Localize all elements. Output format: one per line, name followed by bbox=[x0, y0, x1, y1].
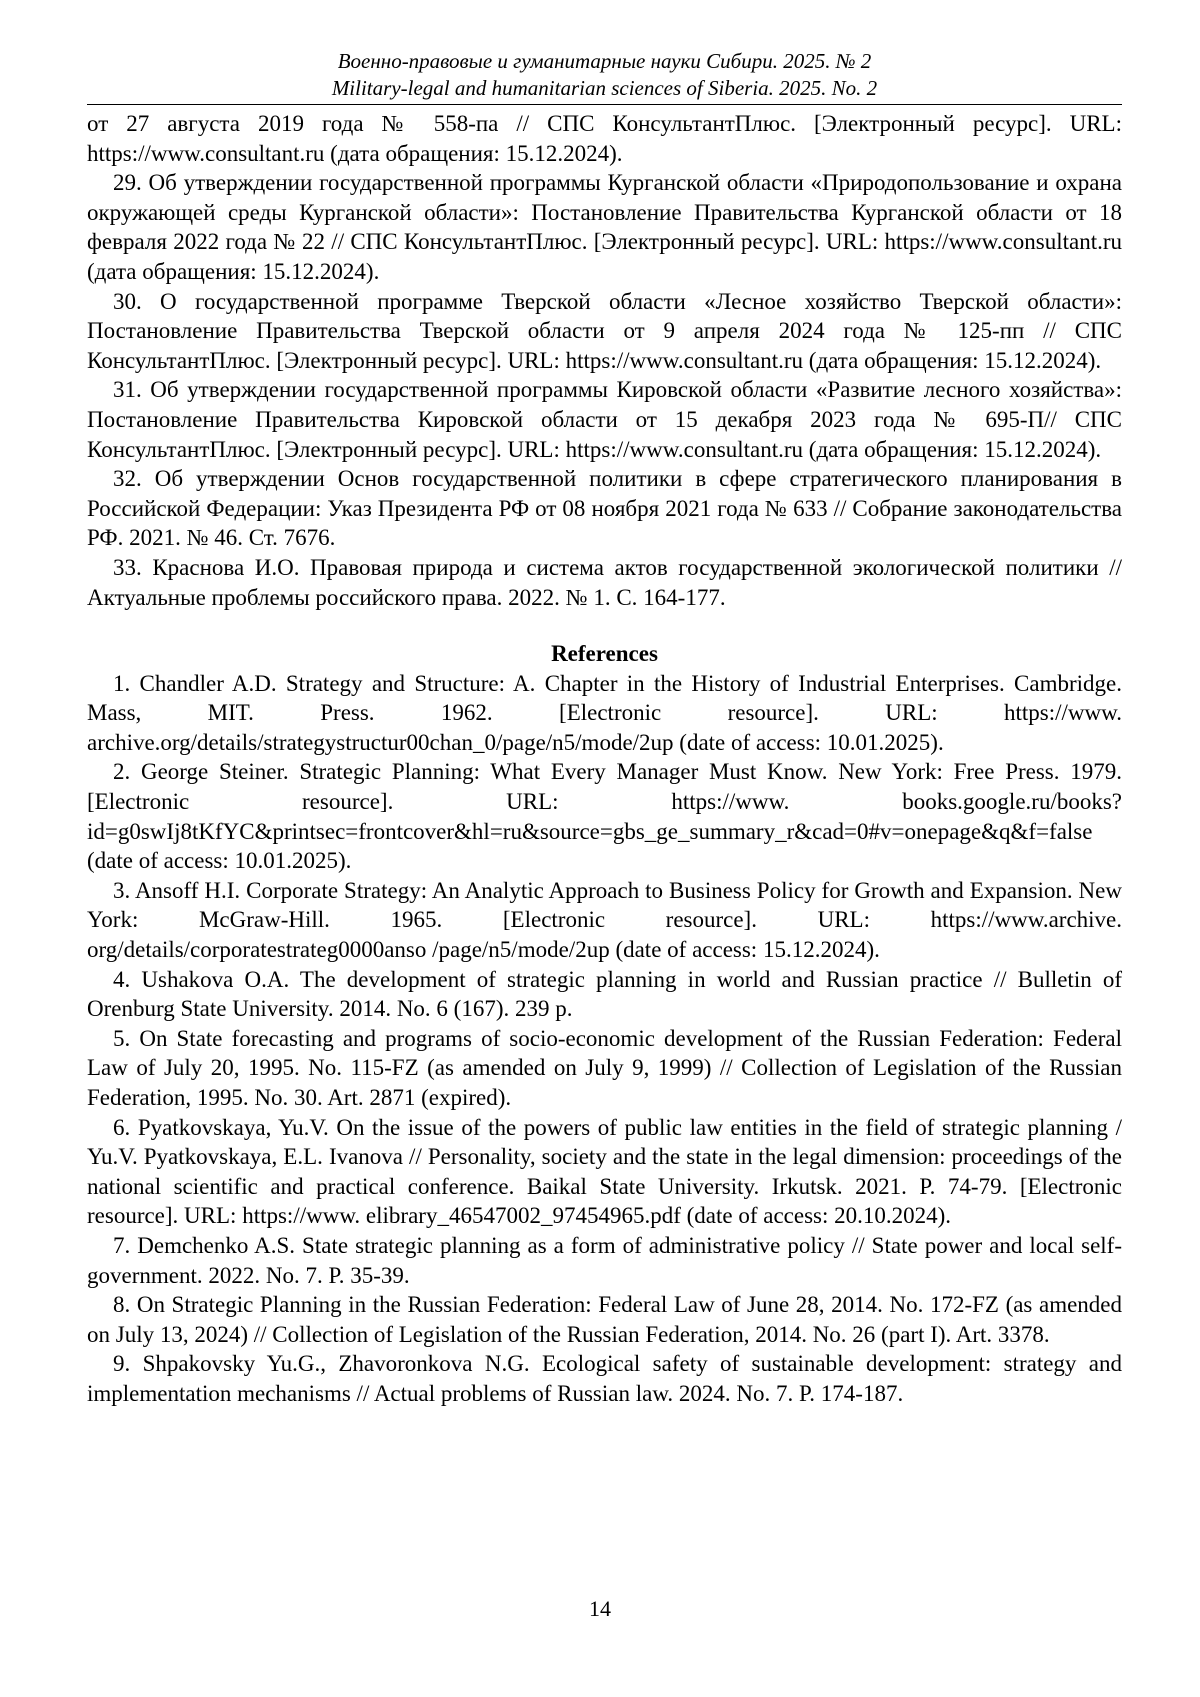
reference-en-8: 8. On Strategic Planning in the Russian Federation: Federal Law of June 28, 2014. No. 172-FZ (as amended on July 13, 2024) // Collection of Legislation of the Russian Federation, 2014. No. 26 (part I). Art. 3378. bbox=[87, 1292, 1122, 1347]
reference-en-5: 5. On State forecasting and programs of socio-economic development of the Russian Federation: Federal Law of July 20, 1995. No. 115-FZ (as amended on July 9, 1999) // Collection of Legislation of the Russian Federation, 1995. No. 30. Art. 2871 (expired). bbox=[87, 1025, 1122, 1110]
reference-continuation: от 27 августа 2019 года № 558-па // СПС КонсультантПлюс. [Электронный ресурс]. URL: https://www.consultant.ru (дата обращения: 15.12.2024). bbox=[87, 111, 1122, 166]
reference-ru-32: 32. Об утверждении Основ государственной политики в сфере стратегического планирования в Российской Федерации: Указ Президента РФ от 08 ноября 2021 года № 633 // Собрание законодательства РФ. 2021. № 46. Ст. 7676. bbox=[87, 466, 1122, 551]
reference-en-1: 1. Chandler A.D. Strategy and Structure: A. Chapter in the History of Industrial Enterprises. Cambridge. Mass, MIT. Press. 1962. [Electronic resource]. URL: https://www. archive.org/details/strategystructur00chan_0/page/n5/mode/2up (date of access: 10.01.2025). bbox=[87, 670, 1122, 755]
references-heading: References bbox=[551, 641, 658, 667]
reference-en-9: 9. Shpakovsky Yu.G., Zhavoronkova N.G. Ecological safety of sustainable development: strategy and implementation mechanisms // Actual problems of Russian law. 2024. No. 7. P. 174-187. bbox=[87, 1351, 1122, 1406]
journal-title-ru: Военно-правовые и гуманитарные науки Сибири. 2025. № 2 bbox=[337, 49, 872, 73]
reference-en-7: 7. Demchenko A.S. State strategic planning as a form of administrative policy // State power and local self-government. 2022. No. 7. P. 35-39. bbox=[87, 1232, 1122, 1288]
page bbox=[87, 48, 1122, 1409]
header-rule bbox=[87, 104, 1122, 105]
reference-en-2: 2. George Steiner. Strategic Planning: What Every Manager Must Know. New York: Free Press. 1979. [Electronic resource]. URL: https://www. books.google.ru/books?id=g0swIj8tKfYC&printsec=frontcover&hl=ru&source=gbs_ge_summary_r&cad=0#v=onepage&q&f=false (date of access: 10.01.2025). bbox=[87, 759, 1122, 874]
reference-en-6: 6. Pyatkovskaya, Yu.V. On the issue of the powers of public law entities in the field of strategic planning / Yu.V. Pyatkovskaya, E.L. Ivanova // Personality, society and the state in the legal dimension: proceedings of the national scientific and practical conference. Baikal State University. Irkutsk. 2021. P. 74-79. [Electronic resource]. URL: https://www. elibrary_46547002_97454965.pdf (date of access: 20.10.2024). bbox=[87, 1114, 1122, 1229]
reference-ru-33: 33. Краснова И.О. Правовая природа и система актов государственной экологической политики // Актуальные проблемы российского права. 2022. № 1. С. 164-177. bbox=[87, 554, 1122, 610]
reference-en-3: 3. Ansoff H.I. Corporate Strategy: An Analytic Approach to Business Policy for Growth and Expansion. New York: McGraw-Hill. 1965. [Electronic resource]. URL: https://www.archive. org/details/corporatestrateg0000anso /page/n5/mode/2up (date of access: 15.12.2024). bbox=[87, 877, 1122, 963]
reference-en-4: 4. Ushakova O.A. The development of strategic planning in world and Russian practice // Bulletin of Orenburg State University. 2014. No. 6 (167). 239 p. bbox=[87, 966, 1122, 1022]
reference-ru-31: 31. Об утверждении государственной программы Кировской области «Развитие лесного хозяйства»: Постановление Правительства Кировской области от 15 декабря 2023 года № 695-П// СПС КонсультантПлюс. [Электронный ресурс]. URL: https://www.consultant.ru (дата обращения: 15.12.2024). bbox=[87, 377, 1122, 462]
reference-ru-29: 29. Об утверждении государственной программы Курганской области «Природопользование и охрана окружающей среды Курганской области»: Постановление Правительства Курганской области от 18 февраля 2022 года № 22 // СПС КонсультантПлюс. [Электронный ресурс]. URL: https://www.consultant.ru (дата обращения: 15.12.2024). bbox=[87, 170, 1122, 284]
running-header bbox=[87, 48, 1122, 102]
reference-ru-30: 30. О государственной программе Тверской области «Лесное хозяйство Тверской области»: Постановление Правительства Тверской области от 9 апреля 2024 года № 125-пп // СПС КонсультантПлюс. [Электронный ресурс]. URL: https://www.consultant.ru (дата обращения: 15.12.2024). bbox=[87, 288, 1122, 373]
page-number: 14 bbox=[589, 1596, 611, 1621]
journal-title-en: Military-legal and humanitarian sciences of Siberia. 2025. No. 2 bbox=[331, 76, 878, 100]
